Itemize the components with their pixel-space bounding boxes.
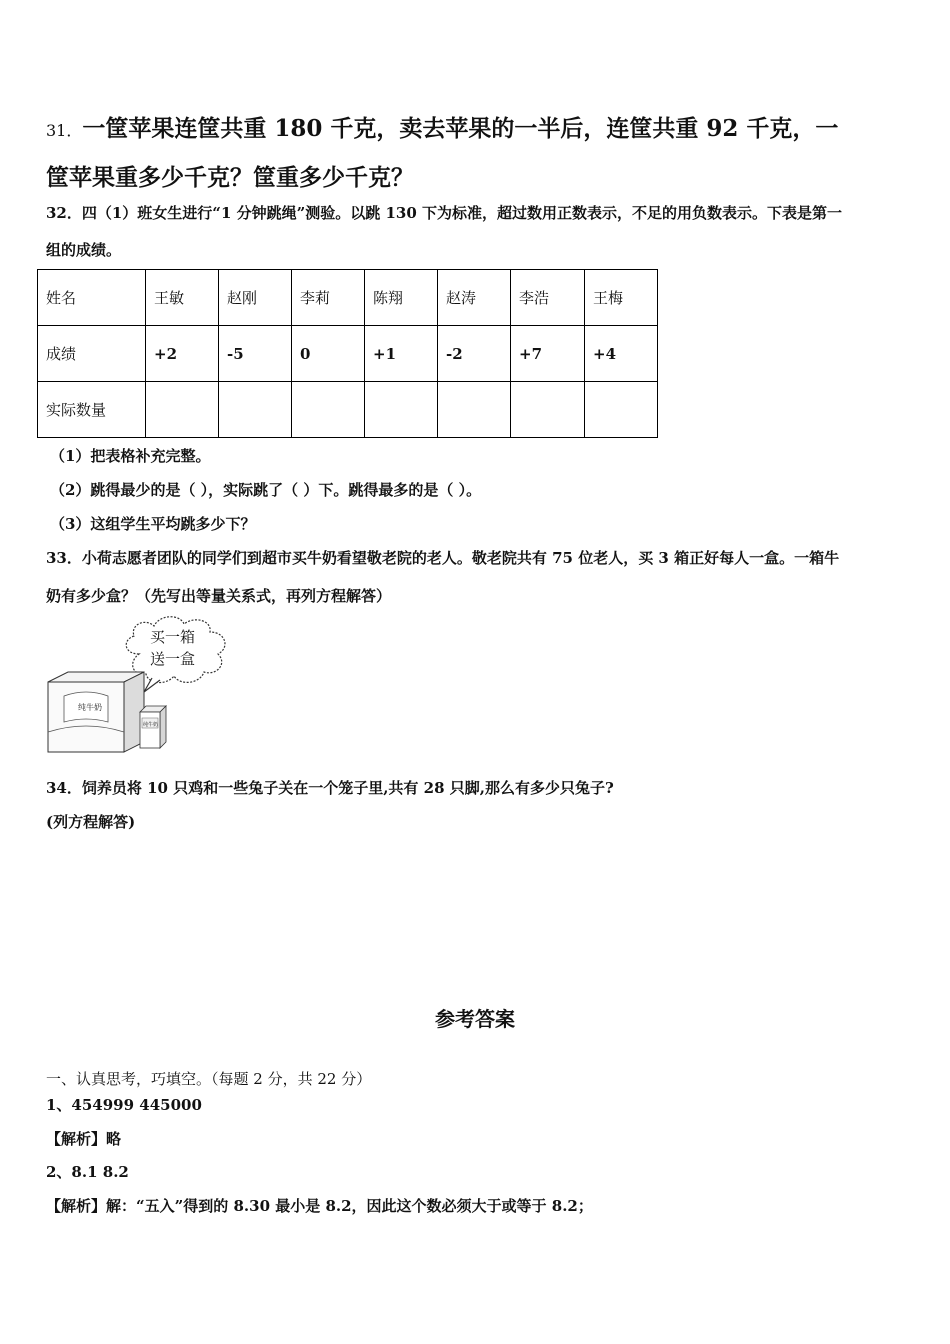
- score-cell: +2: [146, 326, 219, 382]
- student-name: 李莉: [292, 270, 365, 326]
- bubble-text-1: 买一箱: [150, 628, 196, 646]
- q34-line2: (列方程解答): [46, 813, 136, 831]
- row-label-name: 姓名: [38, 270, 146, 326]
- answer-2: 2、8.1 8.2: [46, 1163, 129, 1181]
- milk-case-icon: [48, 672, 144, 752]
- bubble-text-2: 送一盒: [150, 650, 196, 668]
- q33-line2: 奶有多少盒？（先写出等量关系式，再列方程解答）: [46, 587, 392, 605]
- score-cell: 0: [292, 326, 365, 382]
- score-cell: -2: [438, 326, 511, 382]
- blank-cell: [146, 382, 219, 438]
- student-name: 陈翔: [365, 270, 438, 326]
- student-name: 王敏: [146, 270, 219, 326]
- blank-cell: [438, 382, 511, 438]
- q31-line1: [46, 110, 838, 143]
- answer-1: 1、454999 445000: [46, 1096, 202, 1114]
- table-row: [38, 270, 658, 326]
- row-label-score: 成绩: [38, 326, 146, 382]
- student-name: 李浩: [511, 270, 585, 326]
- answers-title: 参考答案: [435, 1007, 515, 1031]
- score-cell: +4: [585, 326, 658, 382]
- box-label: 纯牛奶: [78, 703, 102, 712]
- student-name: 赵刚: [219, 270, 292, 326]
- answer-1-note: 【解析】略: [46, 1130, 122, 1148]
- student-name: 赵涛: [438, 270, 511, 326]
- blank-cell: [511, 382, 585, 438]
- q32-sub1: （1）把表格补充完整。: [50, 447, 211, 465]
- carton-label: 纯牛奶: [143, 722, 159, 728]
- q31-line2: 筐苹果重多少千克？筐重多少千克？: [46, 164, 414, 191]
- q34-line1: 34．饲养员将 10 只鸡和一些兔子关在一个笼子里,共有 28 只脚,那么有多少只兔子?: [46, 779, 614, 797]
- table-row: [38, 382, 658, 438]
- q32-sub2: （2）跳得最少的是（ ），实际跳了（ ）下。跳得最多的是（ ）。: [50, 481, 482, 499]
- q32-sub3: （3）这组学生平均跳多少下？: [50, 515, 256, 533]
- blank-cell: [219, 382, 292, 438]
- q32-line1: 32．四（1）班女生进行“1 分钟跳绳”测验。以跳 130 下为标准，超过数用正数表示，不足的用负数表示。下表是第一: [46, 204, 842, 222]
- answers-section-heading: 一、认真思考，巧填空。（每题 2 分，共 22 分）: [46, 1070, 372, 1088]
- answer-2-note: 【解析】解：“五入”得到的 8.30 最小是 8.2，因此这个数必须大于或等于 8.2；: [46, 1197, 593, 1215]
- score-cell: +1: [365, 326, 438, 382]
- q32-line2: 组的成绩。: [46, 241, 122, 259]
- q33-line1: 33．小荷志愿者团队的同学们到超市买牛奶看望敬老院的老人。敬老院共有 75 位老人，买 3 箱正好每人一盒。一箱牛: [46, 549, 840, 567]
- milk-box-illustration: [44, 612, 244, 762]
- student-name: 王梅: [585, 270, 658, 326]
- table-row: [38, 326, 658, 382]
- q31-text-1: 一筐苹果连筐共重 180 千克，卖去苹果的一半后，连筐共重 92 千克，一: [82, 115, 839, 142]
- blank-cell: [585, 382, 658, 438]
- row-label-actual: 实际数量: [38, 382, 146, 438]
- blank-cell: [292, 382, 365, 438]
- score-table: [37, 269, 658, 438]
- score-cell: -5: [219, 326, 292, 382]
- q31-number: 31．: [46, 121, 83, 140]
- blank-cell: [365, 382, 438, 438]
- score-cell: +7: [511, 326, 585, 382]
